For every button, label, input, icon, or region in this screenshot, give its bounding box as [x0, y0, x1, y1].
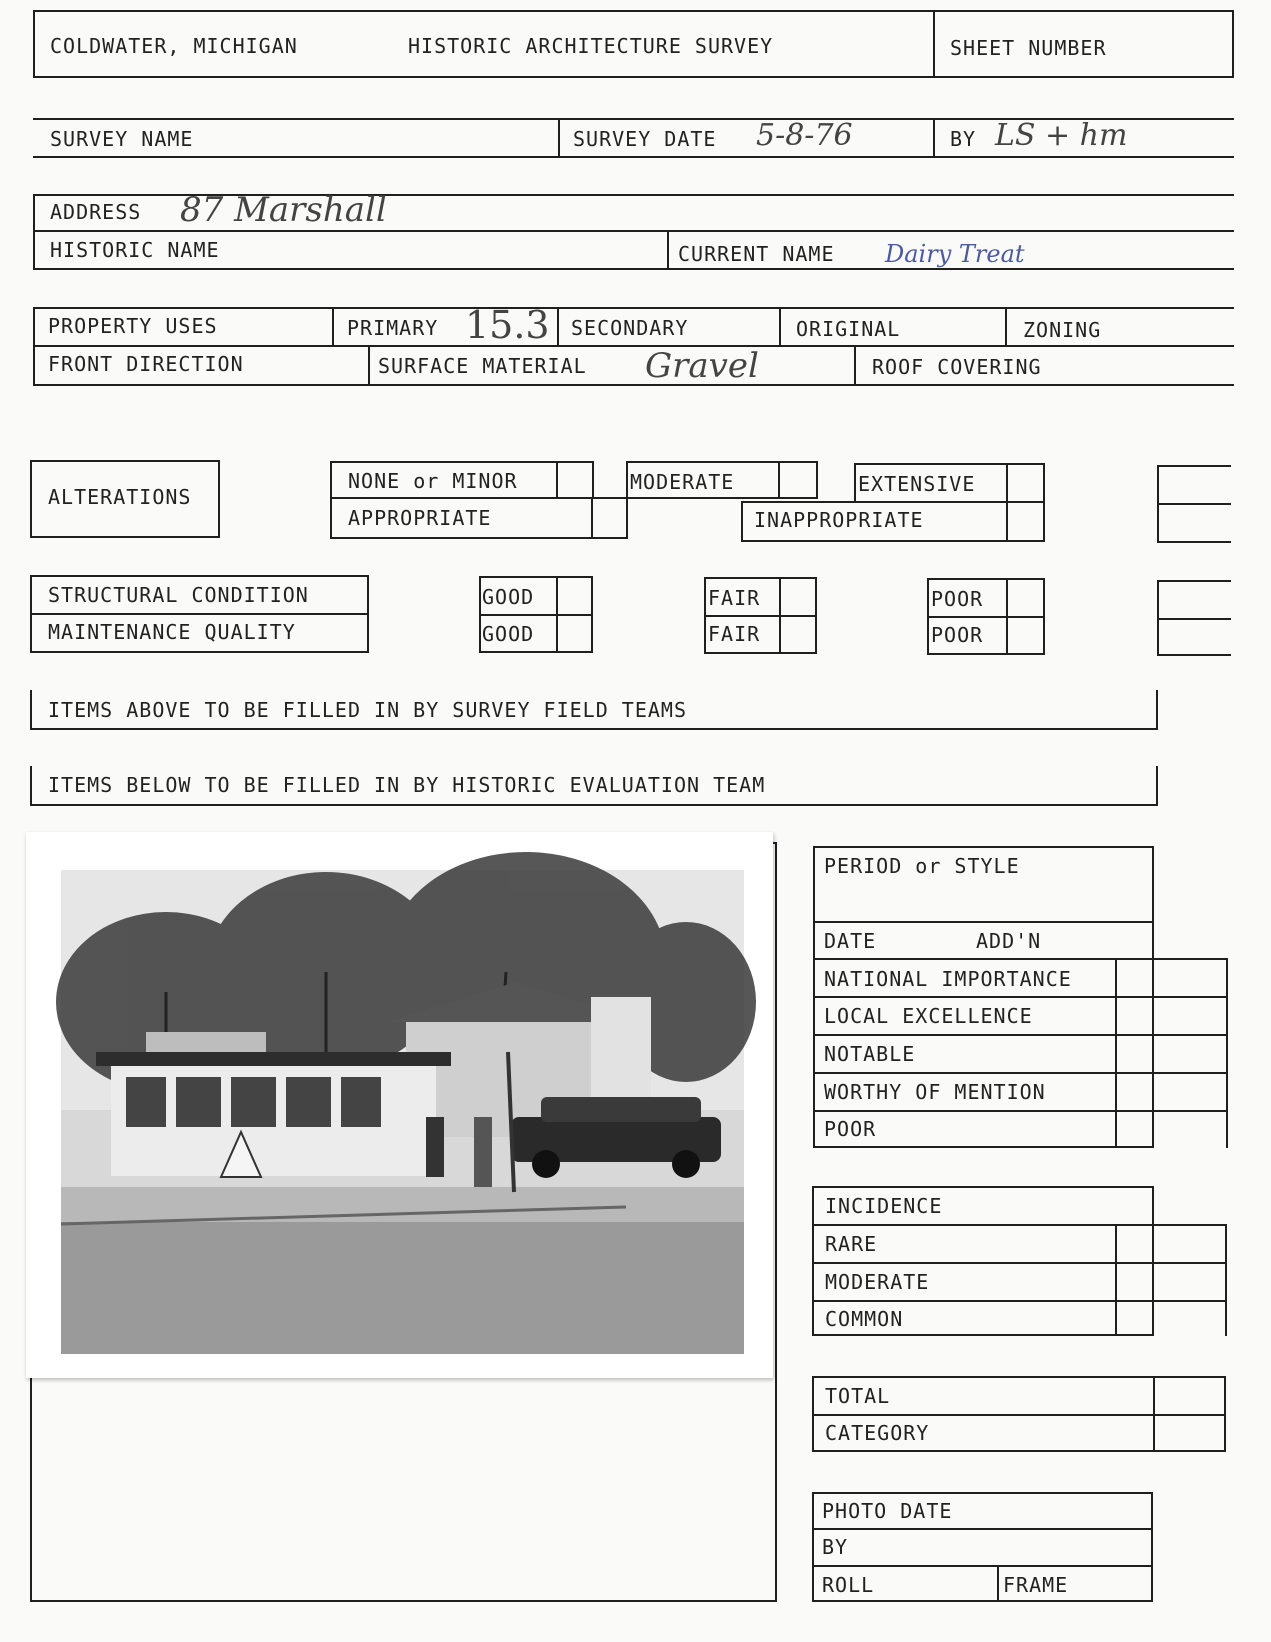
- frame-label: FRAME: [1003, 1573, 1069, 1597]
- property-div-3: [779, 307, 781, 345]
- survey-name-label: SURVEY NAME: [50, 127, 194, 151]
- surface-material-label: SURFACE MATERIAL: [378, 354, 587, 378]
- fair-structural-label: FAIR: [708, 586, 761, 610]
- header-divider: [933, 10, 935, 78]
- by-value: LS + hm: [995, 118, 1128, 153]
- inc-row-2: [812, 1262, 1227, 1264]
- property-uses-label: PROPERTY USES: [48, 314, 218, 338]
- survey-divider-1: [558, 118, 560, 158]
- maintenance-quality-label: MAINTENANCE QUALITY: [48, 620, 296, 644]
- address-divider: [667, 230, 669, 270]
- property-row-divider: [33, 345, 1234, 347]
- none-minor-label: NONE or MINOR: [348, 469, 518, 493]
- national-importance-label: NATIONAL IMPORTANCE: [824, 967, 1072, 991]
- eval-score-div: [1115, 958, 1117, 1148]
- fair-maintenance-label: FAIR: [708, 622, 761, 646]
- eval-row-4: [813, 1034, 1228, 1036]
- good-divider: [479, 614, 593, 616]
- appropriate-label: APPROPRIATE: [348, 506, 492, 530]
- condition-score-divider: [1157, 618, 1231, 620]
- photo-info-row-2: [812, 1565, 1153, 1567]
- moderate-label: MODERATE: [630, 470, 735, 494]
- eval-score-right: [1226, 958, 1228, 1148]
- photo-image: [26, 832, 773, 1378]
- sheet-number-label: SHEET NUMBER: [950, 36, 1107, 60]
- address-row-divider: [33, 230, 1234, 232]
- notable-label: NOTABLE: [824, 1042, 916, 1066]
- primary-label: PRIMARY: [347, 316, 439, 340]
- poor-check-div: [1006, 578, 1008, 655]
- location-label: COLDWATER, MICHIGAN: [50, 34, 298, 58]
- poor-maintenance-label: POOR: [931, 623, 984, 647]
- alterations-label: ALTERATIONS: [48, 485, 192, 509]
- photo-date-label: PHOTO DATE: [822, 1499, 953, 1523]
- moderate-check-div: [778, 461, 780, 499]
- current-name-value: Dairy Treat: [885, 240, 1025, 268]
- none-minor-check-div: [556, 461, 558, 499]
- primary-value: 15.3: [465, 303, 550, 347]
- rare-label: RARE: [825, 1232, 878, 1256]
- inappropriate-label: INAPPROPRIATE: [754, 508, 924, 532]
- eval-row-1: [813, 921, 1154, 923]
- inc-moderate-label: MODERATE: [825, 1270, 930, 1294]
- roll-label: ROLL: [822, 1573, 875, 1597]
- incidence-label: INCIDENCE: [825, 1194, 943, 1218]
- inc-row-3: [812, 1300, 1227, 1302]
- eval-poor-label: POOR: [824, 1117, 877, 1141]
- period-style-label: PERIOD or STYLE: [824, 854, 1020, 878]
- fair-check-div: [779, 577, 781, 654]
- property-div-5: [368, 345, 370, 386]
- inc-score-right: [1225, 1224, 1227, 1336]
- eval-row-6: [813, 1110, 1228, 1112]
- worthy-label: WORTHY OF MENTION: [824, 1080, 1046, 1104]
- property-div-1: [332, 307, 334, 345]
- address-value: 87 Marshall: [180, 190, 387, 230]
- eval-row-2: [813, 958, 1228, 960]
- surface-material-value: Gravel: [645, 346, 759, 386]
- photo-info-row-1: [812, 1528, 1153, 1530]
- note-below: ITEMS BELOW TO BE FILLED IN BY HISTORIC EVALUATION TEAM: [48, 773, 766, 797]
- survey-date-value: 5-8-76: [756, 118, 853, 153]
- fair-divider: [704, 615, 817, 617]
- structural-condition-label: STRUCTURAL CONDITION: [48, 583, 309, 607]
- secondary-label: SECONDARY: [571, 316, 689, 340]
- survey-divider-2: [933, 118, 935, 158]
- eval-row-5: [813, 1072, 1228, 1074]
- photo-info-div: [997, 1565, 999, 1602]
- condition-divider: [30, 613, 369, 615]
- front-direction-label: FRONT DIRECTION: [48, 352, 244, 376]
- addn-label: ADD'N: [976, 929, 1042, 953]
- poor-divider: [927, 616, 1045, 618]
- roof-covering-label: ROOF COVERING: [872, 355, 1042, 379]
- appropriate-check-div: [591, 497, 593, 539]
- inc-score-div: [1115, 1224, 1117, 1336]
- zoning-label: ZONING: [1023, 318, 1102, 342]
- eval-row-3: [813, 996, 1228, 998]
- photo-by-label: BY: [822, 1535, 849, 1559]
- property-div-4: [1005, 307, 1007, 345]
- by-label: BY: [950, 127, 977, 151]
- total-label: TOTAL: [825, 1384, 891, 1408]
- inc-row-1: [812, 1224, 1227, 1226]
- form-title: HISTORIC ARCHITECTURE SURVEY: [408, 34, 774, 58]
- current-name-label: CURRENT NAME: [678, 242, 835, 266]
- category-label: CATEGORY: [825, 1421, 930, 1445]
- common-label: COMMON: [825, 1307, 904, 1331]
- note-above: ITEMS ABOVE TO BE FILLED IN BY SURVEY FIELD TEAMS: [48, 698, 688, 722]
- date-label: DATE: [824, 929, 877, 953]
- totals-score-div: [1153, 1376, 1155, 1452]
- totals-divider: [812, 1414, 1226, 1416]
- address-label: ADDRESS: [50, 200, 142, 224]
- good-maintenance-label: GOOD: [482, 622, 535, 646]
- original-label: ORIGINAL: [796, 317, 901, 341]
- local-excellence-label: LOCAL EXCELLENCE: [824, 1004, 1033, 1028]
- property-div-2: [557, 307, 559, 345]
- alterations-score-divider: [1157, 503, 1231, 505]
- good-structural-label: GOOD: [482, 585, 535, 609]
- historic-name-label: HISTORIC NAME: [50, 238, 220, 262]
- poor-structural-label: POOR: [931, 587, 984, 611]
- property-photo: [26, 832, 773, 1378]
- property-div-6: [854, 345, 856, 386]
- good-check-div: [556, 576, 558, 653]
- extensive-label: EXTENSIVE: [858, 472, 976, 496]
- survey-date-label: SURVEY DATE: [573, 127, 717, 151]
